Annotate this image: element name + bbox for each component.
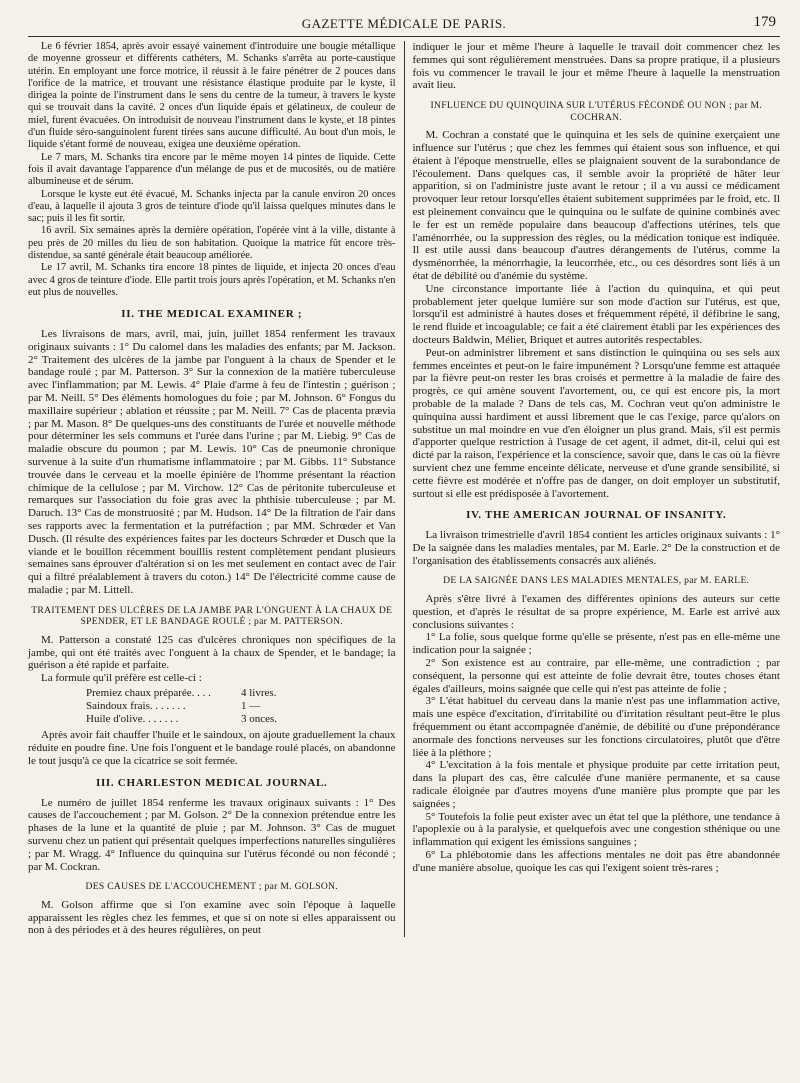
examiner-paragraph: Les livraisons de mars, avril, mai, juin, juillet 1854 renferment les travaux originaux suivants : 1° Du calomel dans les maladies des enfants; par M. Jackson. 2° Traitement des ulcères de la jambe par l'onguent à la chaux de Spender et le bandage roulé ; par M. Patterson. 3° Sur la connexion de la matière tuberculeuse avec l'inflammation; par M. Lewis. 4° Plaie d'arme à feu de l'intestin ; guérison ; par M. Neill. 5° Des éléments homologues du foie ; par M. Johnson. 6° Fongus du maxillaire supérieur ; ablation et réussite ; par M. Neill. 7° Cas de placenta prævia ; par M. Mason. 8° De quelques-uns des constituants de l'urée et nouvelle méthode pour déterminer les sels communs et l'urée dans l'urine ; par M. Liebig. 9° Cas de maladie obscure du poumon ; par M. Lewis. 10° Cas de pneumonie chronique survenue à la suite d'un rhumatisme inflammatoire ; par M. Gibbs. 11° Substance trouvée dans le cerveau et la moelle épinière de l'homme présentant la réaction chimique de la cellulose ; par M. Virchow. 12° Cas de péritonite tuberculeuse et remarques sur l'association du foie gras avec la phthisie tuberculeuse ; par M. Daruch. 13° Cas de monstruosité ; par M. Hudson. 14° De la filtration de l'air dans ses rapports avec la fermentation et la putréfaction ; par MM. Schrœder et Van Dusch. (Il résulte des expériences faites par les docteurs Schrœder et Dusch que la viande et le bouillon récemment bouillis restent complètement pendant plusieurs semaines sans éprouver d'altération si on les met seulement en contact avec de l'air qui a filtré préalablement à travers du coton.) 14° De l'électricité comme cause de maladie ; par M. Littell. [28, 328, 396, 596]
section-heading-examiner: II. THE MEDICAL EXAMINER ; [121, 308, 303, 321]
kyste-paragraph-1: Le 6 février 1854, après avoir essayé vainement d'introduire une bougie métallique de moyenne grosseur et différents cathéters, M. Schanks s'arrêta au porte-caustique utérin. En employant une force motrice, il réussit à le faire pénétrer de 2 pouces dans l'orifice de la matrice, et trouvant une résistance élastique produite par le kyste, il dirigea la pointe de l'instrument dans le sens du centre de la tumeur, à travers le kyste qui se trouvait dans la cavité. 2 onces d'un liquide épais et gélatineux, de couleur de miel, furent évacuées. On introduisit de nouveau l'instrument dans le kyste, et 18 pintes d'un fluide séro-sanguinolent furent tirées sans aucune difficulté. Au bout d'un mois, le liquide s'étant formé de nouveau, exigea une deuxième opération. [28, 41, 396, 151]
saignee-point-5: 5° Toutefois la folie peut exister avec un état tel que la pléthore, une tendance à l'apoplexie ou à la paralysie, et quelquefois avec une congestion sthénique ou une inflammation qui exigent les émissions sanguines ; [412, 810, 780, 849]
subheading-ulceres-line2: SPENDER, ET LE BANDAGE ROULÉ ; par M. PATTERSON. [80, 616, 343, 628]
formula-quantity: 4 livres. [241, 686, 277, 699]
saignee-point-6: 6° La phlébotomie dans les affections mentales ne doit pas être abandonnée d'une manière absolue, quoique les cas qui l'exigent soient très-rares ; [412, 848, 780, 874]
saignee-intro: Après s'être livré à l'examen des différentes opinions des auteurs sur cette question, et d'après le résultat de sa propre expérience, M. Earle est arrivé aux conclusions suivantes : [412, 592, 780, 631]
saignee-point-2: 2° Son existence est au contraire, par elle-même, une contradiction ; par conséquent, la personne qui est atteinte de folie devrait être, toutes choses étant égales d'ailleurs, moins saignée que celle qui n'est pas atteinte de folie ; [412, 656, 780, 695]
formula-ingredient: Premiez chaux préparée. . . . [86, 686, 211, 699]
formula-intro: La formule qu'il préfère est celle-ci : [41, 672, 202, 685]
quinquina-paragraph-1: M. Cochran a constaté que le quinquina et les sels de quinine exerçaient une influence sur l'utérus ; que chez les femmes qui étaient sous son influence, et qui étaient à l'époque menstruelle, elles se plaignaient souvent de la surabondance de l'écoulement. Dans quelques cas, il semble avoir la propriété de hâter leur apparition, si on l'administre juste avant le retour ; il a vu aussi ce médicament provoquer leur retour lorsqu'elles étaient subitement supprimées par le froid, etc. Il est pleinement convaincu que le quinquina ou le sulfate de quinine combinés avec le fer est un remède populaire dans beaucoup d'affections utérines, tels que l'aménorrhée, ou la suppression des règles, ou la médication tonique est indiquée. Il est utile aussi dans beaucoup d'autres dérangements de l'utérus, comme la dysménorrhée, la ménorrhagie, la leucorrhée, etc., ou ces désordres sont liés à un état de débilité ou d'anémie du système. [412, 129, 780, 282]
subheading-ulceres [28, 605, 396, 628]
page-number: 179 [753, 14, 776, 30]
right-column [404, 41, 781, 937]
formula-row [86, 713, 396, 726]
subheading-ulceres-line1: TRAITEMENT DES ULCÈRES DE LA JAMBE PAR L'ONGUENT À LA CHAUX DE [31, 604, 393, 616]
kyste-paragraph-3: Lorsque le kyste eut été évacué, M. Schanks injecta par la canule environ 20 onces d'eau, à laquelle il ajouta 3 gros de teinture d'iode qu'il laissa quelques minutes dans le sac; puis il les fit sortir. [28, 188, 396, 225]
insanity-paragraph: La livraison trimestrielle d'avril 1854 contient les articles originaux suivants : 1° De la saignée dans les maladies mentales, par M. Earle. 2° De la construction et de l'organisation des établissements consacrés aux aliénés. [412, 529, 780, 567]
saignee-point-1: 1° La folie, sous quelque forme qu'elle se présente, n'est pas en elle-même une indication pour la saignée ; [412, 631, 780, 657]
kyste-paragraph-2: Le 7 mars, M. Schanks tira encore par le même moyen 14 pintes de liquide. Cette fois il avait davantage l'apparence d'un mélange de pus et de mucosités, ou de matière albumineuse et de sérum. [28, 151, 396, 188]
section-heading-insanity: IV. THE AMERICAN JOURNAL OF INSANITY. [466, 509, 727, 522]
formula-quantity: 1 — [241, 699, 261, 712]
golson-paragraph: M. Golson affirme que si l'on examine avec soin l'époque à laquelle apparaissent les règles chez les femmes, et que si on note si elles apparaissent ou non à des périodes et à des heures régulières, on peut [28, 898, 396, 937]
subheading-saignee: DE LA SAIGNÉE DANS LES MALADIES MENTALES, par M. EARLE. [443, 575, 750, 587]
charleston-paragraph: Le numéro de juillet 1854 renferme les travaux originaux suivants : 1° Des causes de l'accouchement ; par M. Golson. 2° De la connexion prétendue entre les phases de la lune et la quantité de pluie ; par M. Johnson. 3° Cas de muguet survenu chez un patient qui présentait quelques imperfections naturelles singulières ; par M. Wragg. 4° Influence du quinquina sur l'utérus fécondé ou non fécondé ; par M. Cockran. [28, 796, 396, 873]
section-heading-charleston: III. CHARLESTON MEDICAL JOURNAL. [95, 776, 328, 789]
subheading-quinquina: INFLUENCE DU QUINQUINA SUR L'UTÉRUS FÉCONDÉ OU NON ; par M. COCHRAN. [430, 100, 762, 123]
ulceres-paragraph-1: M. Patterson a constaté 125 cas d'ulcères chroniques non spécifiques de la jambe, qui ont été traités avec l'onguent à la chaux de Spender, et le bandage; la guérison a été rapide et parfaite. [28, 633, 396, 672]
quinquina-paragraph-3: Peut-on administrer librement et sans distinction le quinquina ou ses sels aux femmes enceintes et peut-on le faire impunément ? Lorsqu'une femme est attaquée par la fièvre peut-on rester les bras croisés et permettre à la maladie de faire des progrès, ce qui amène souvent l'avortement, ou, ce qui est encore pis, la mort probable de la malade ? Dans de tels cas, M. Cochran veut qu'on administre le quinquina aussi hardiment et aussi librement que le cas l'exige, parce qu'alors on substitue un mal moindre en vue d'en éloigner un plus grand. Mais, s'il est permis d'apporter quelque restriction à l'usage de cet agent, il admet, dit-il, celui qui est dicté par la raison, l'expérience et la conscience, savoir que, dans le cas où la fièvre survient chez une femme enceinte délicate, nerveuse et d'une grande sensibilité, si cette fièvre est modérée et n'offre pas de danger, on doit employer un substitutif, surtout si elle est prédisposée à l'avortement. [412, 346, 780, 500]
formula-row [86, 700, 396, 713]
running-header [28, 10, 780, 37]
kyste-paragraph-4: 16 avril. Six semaines après la dernière opération, l'opérée vint à la ville, distante à peu près de 20 milles du lieu de son habitation. Quoique la matrice fût encore très-distendue, sa santé générale était beaucoup améliorée. [28, 225, 396, 262]
two-column-body [28, 41, 780, 937]
subheading-golson: DES CAUSES DE L'ACCOUCHEMENT ; par M. GOLSON. [85, 881, 338, 893]
formula-list [86, 687, 396, 725]
ulceres-paragraph-2: Après avoir fait chauffer l'huile et le saindoux, on ajoute graduellement la chaux réduite en poudre fine. Une fois l'onguent et le bandage roulé placés, on abandonne le tout jusqu'à ce que la cicatrice se soit fermée. [28, 729, 396, 767]
golson-continuation: indiquer le jour et même l'heure à laquelle le travail doit commencer chez les femmes qui sont régulièrement menstruées. Dans sa propre pratique, il a plusieurs fois vu commencer le travail le jour et même l'heure à laquelle la menstruation avait lieu. [412, 41, 780, 92]
quinquina-paragraph-2: Une circonstance importante liée à l'action du quinquina, et qui peut probablement jeter quelque lumière sur son mode d'action sur l'utérus, est que, lorsqu'il est administré à hautes doses et fréquemment répété, il défibrine le sang, le rend fluide et incoagulable; ce fait a été clairement établi par les expériences des docteurs Baldwin, Mélier, Briquet et autres autorités respectables. [412, 282, 780, 346]
left-column [28, 41, 404, 937]
formula-ingredient: Huile d'olive. . . . . . . [86, 712, 179, 725]
journal-title: GAZETTE MÉDICALE DE PARIS. [301, 16, 507, 31]
formula-quantity: 3 onces. [241, 712, 278, 725]
kyste-paragraph-5: Le 17 avril, M. Schanks tira encore 18 pintes de liquide, et injecta 20 onces d'eau avec 4 gros de teinture d'iode. Elle partit trois jours après l'opération, et M. Schanks n'en eut plus de nouvelles. [28, 262, 396, 298]
formula-row [86, 687, 396, 700]
formula-ingredient: Saindoux frais. . . . . . . [86, 699, 186, 712]
saignee-point-4: 4° L'excitation à la fois mentale et physique produite par cette irritation peut, dans la plupart des cas, être calculée d'une manière permanente, et sa cause radicale éloignée par d'autres moyens d'une manière plus prompte que par les saignées ; [412, 759, 780, 810]
saignee-point-3: 3° L'état habituel du cerveau dans la manie n'est pas une inflammation active, mais une espèce d'excitation, d'irritabilité ou d'irritation résultant peut-être le plus fréquemment ou étant accompagnée d'anémie, de débilité ou d'une prépondérance anormale des fonctions nerveuses sur les fonctions circulatoires, plutôt que d'être liée à la pléthore ; [412, 695, 780, 759]
